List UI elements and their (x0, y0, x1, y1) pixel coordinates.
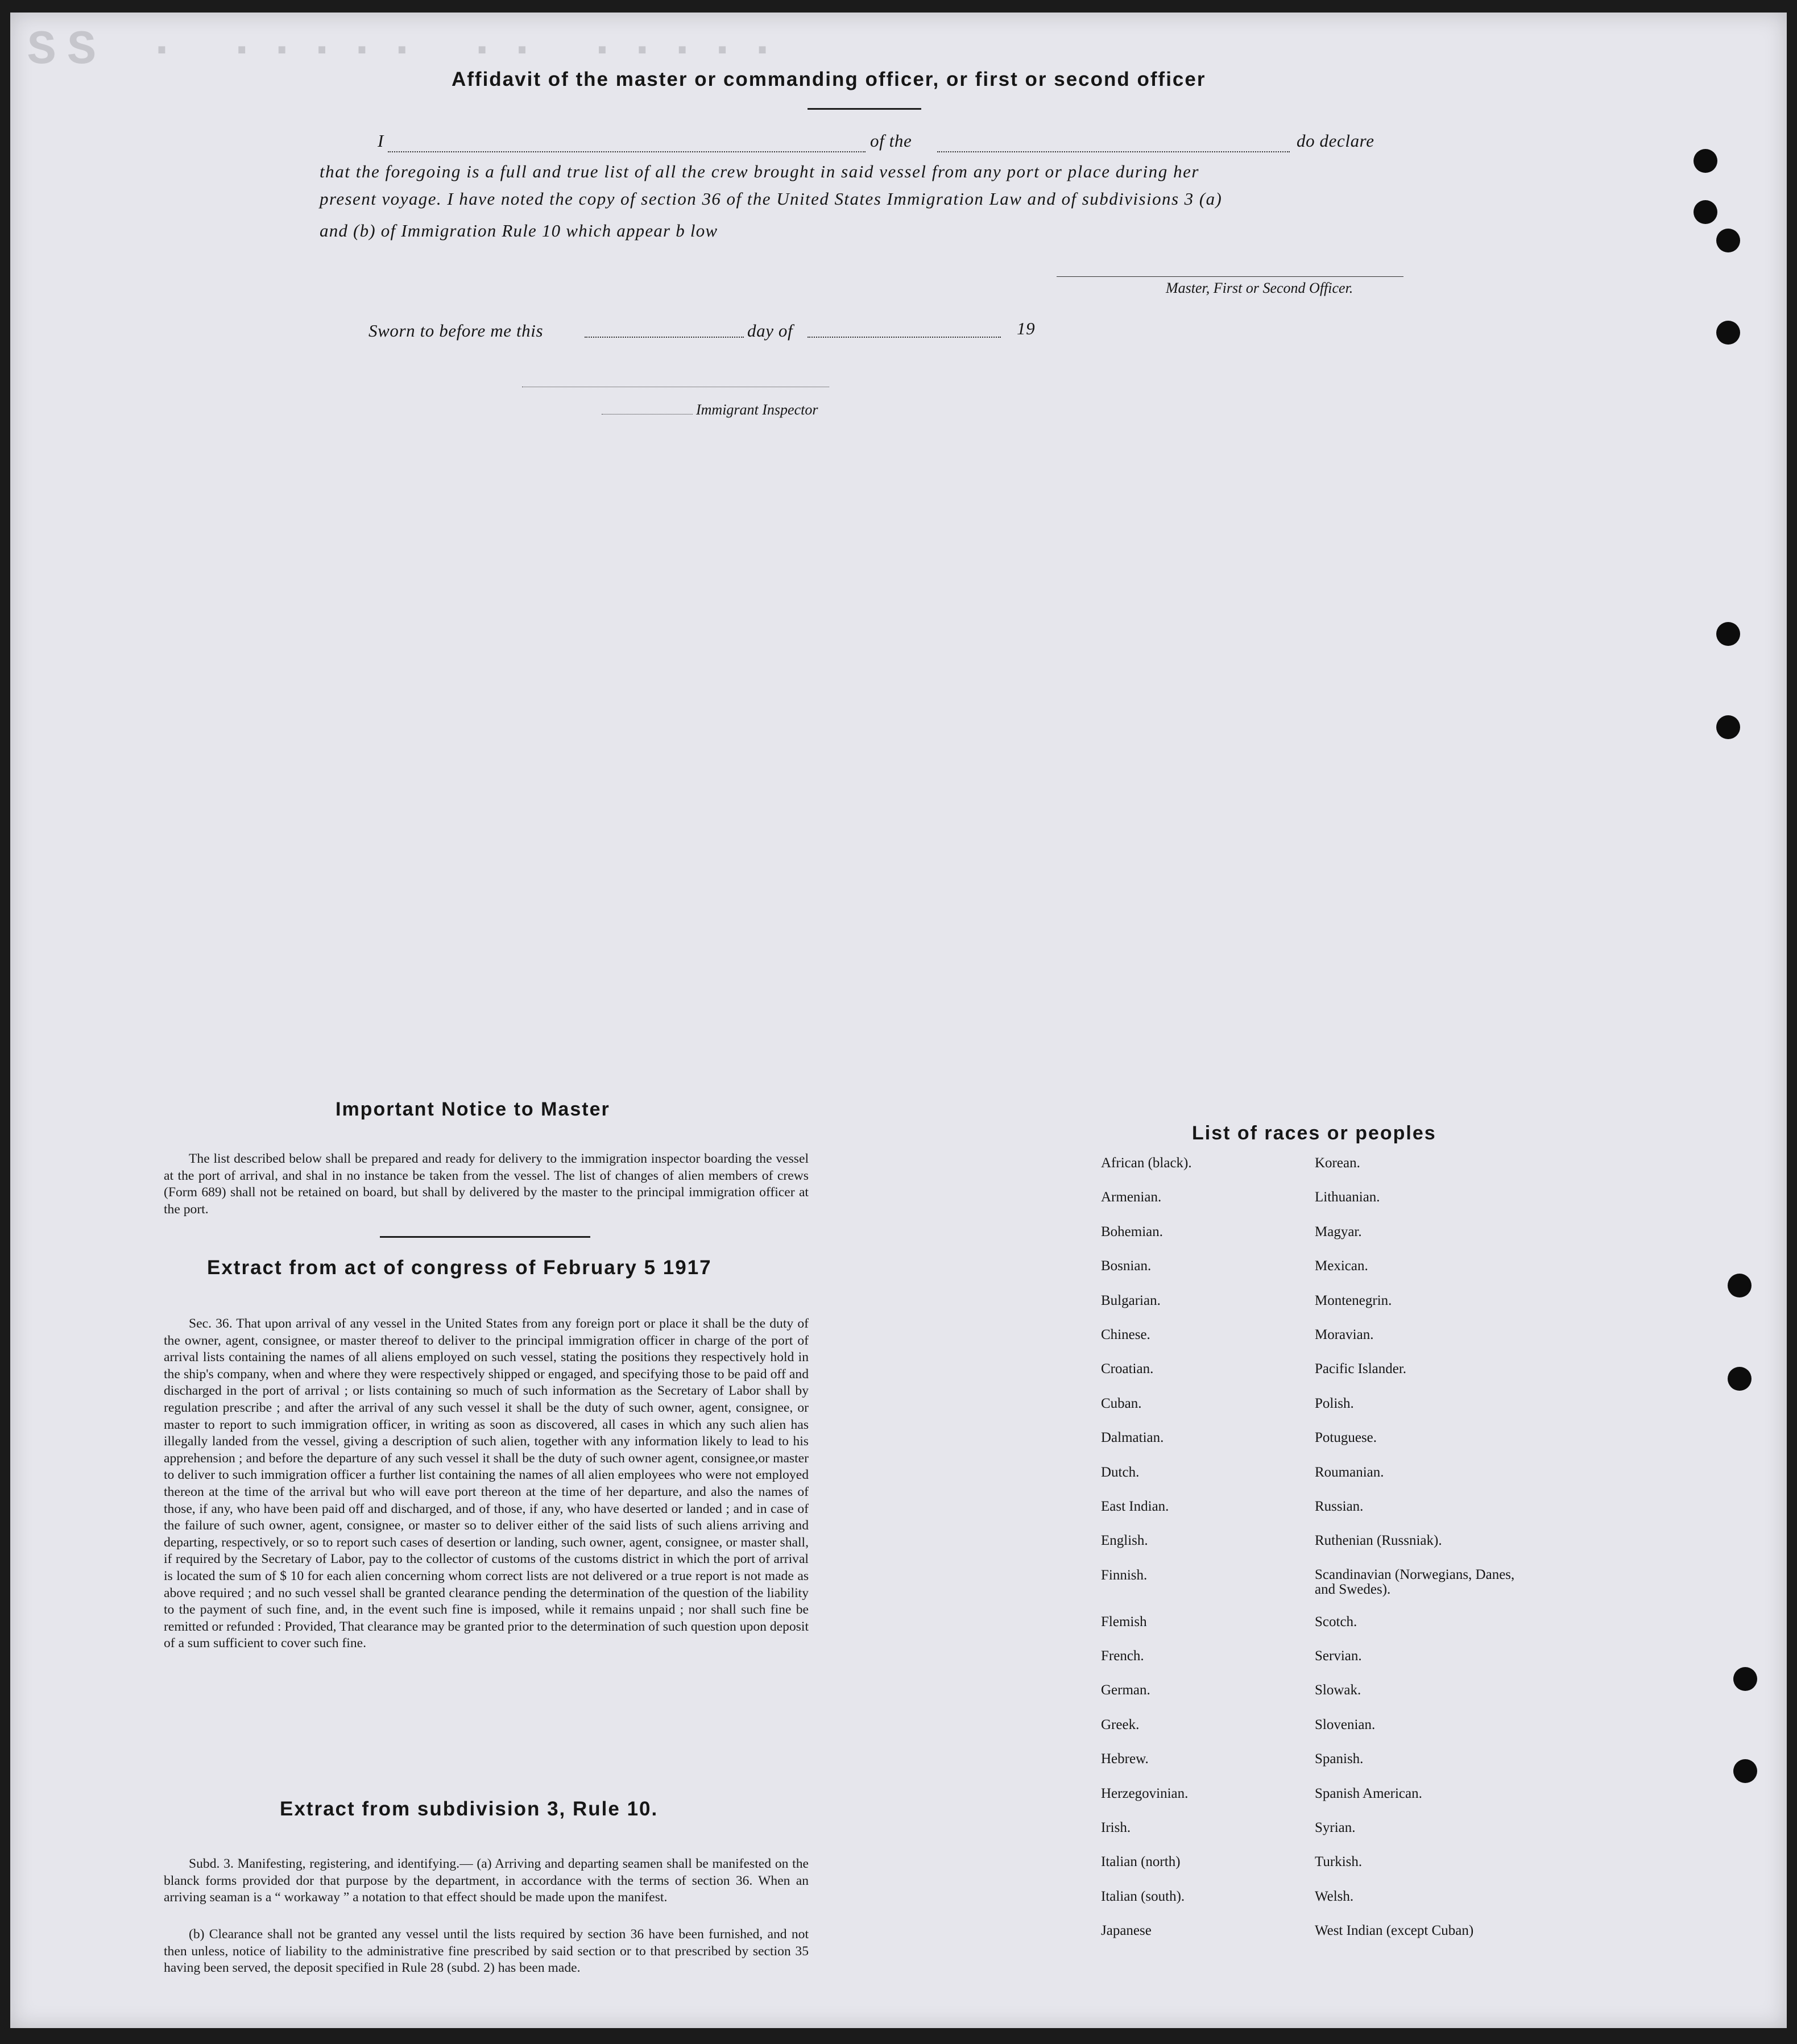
race-item: Italian (south). (1101, 1888, 1185, 1904)
race-item: Polish. (1315, 1395, 1354, 1411)
race-row (1101, 1786, 1533, 1820)
punch-hole (1728, 1274, 1752, 1297)
race-item: Syrian. (1315, 1820, 1356, 1836)
race-item: Spanish. (1315, 1751, 1364, 1767)
race-item: African (black). (1101, 1155, 1192, 1171)
punch-hole (1733, 1759, 1757, 1783)
race-row (1101, 1224, 1533, 1258)
punch-hole (1716, 622, 1740, 646)
race-row (1101, 1889, 1533, 1923)
race-item: Scotch. (1315, 1614, 1357, 1630)
race-item: Slovenian. (1315, 1717, 1376, 1732)
race-row (1101, 1923, 1533, 1957)
vessel-name-line (937, 151, 1290, 152)
race-item: Spanish American. (1315, 1785, 1422, 1801)
affidavit-title: Affidavit of the master or commanding officer, or first or second officer (452, 68, 1206, 90)
race-item: Bohemian. (1101, 1224, 1164, 1239)
punch-hole (1728, 1367, 1752, 1391)
race-row (1101, 1648, 1533, 1682)
race-row (1101, 1327, 1533, 1361)
inspector-label: Immigrant Inspector (696, 401, 818, 418)
notice-rule (380, 1236, 590, 1238)
affidavit-statement-line-3: and (b) of Immigration Rule 10 which appear b low (320, 221, 718, 241)
rule-para-b: (b) Clearance shall not be granted any vessel until the lists required by section 36 have been furnished, and not then unless, notice of liability to the administrative fine prescribed by said section or to that prescribed by section 35 having been served, the deposit specified in Rule 28 (subd. 2) has been made. (164, 1927, 809, 1975)
races-title: List of races or peoples (1192, 1122, 1436, 1144)
signature-line (1057, 276, 1403, 277)
race-item: Lithuanian. (1315, 1189, 1380, 1205)
race-item: Turkish. (1315, 1854, 1363, 1870)
race-item: Dalmatian. (1101, 1430, 1164, 1446)
race-item: Russian. (1315, 1498, 1364, 1514)
punch-hole (1733, 1667, 1757, 1691)
race-item: Montenegrin. (1315, 1292, 1392, 1308)
race-row (1101, 1820, 1533, 1854)
race-item: Ruthenian (Russniak). (1315, 1533, 1442, 1549)
race-item: Slowak. (1315, 1682, 1361, 1698)
sworn-year-label: 19 (1017, 318, 1036, 338)
race-row (1101, 1430, 1533, 1464)
punch-hole (1716, 715, 1740, 739)
affidavit-statement-line-2: present voyage. I have noted the copy of section 36 of the United States Immigration Law and of subdivisions 3 (a) (320, 189, 1223, 209)
race-item: Hebrew. (1101, 1751, 1149, 1767)
race-item: Armenian. (1101, 1189, 1162, 1205)
race-row (1101, 1361, 1533, 1395)
race-item: Bulgarian. (1101, 1292, 1161, 1308)
race-item: Greek. (1101, 1717, 1140, 1732)
race-item: Pacific Islander. (1315, 1361, 1407, 1377)
sworn-day-of-label: day of (747, 321, 793, 341)
punch-hole (1716, 229, 1740, 252)
race-item: English. (1101, 1533, 1148, 1549)
notice-title: Important Notice to Master (336, 1098, 610, 1120)
punch-hole (1694, 200, 1717, 224)
race-item: Croatian. (1101, 1361, 1154, 1377)
affidavit-statement-line-1: that the foregoing is a full and true list of all the crew brought in said vessel from any port or place during her (320, 161, 1200, 181)
race-item: East Indian. (1101, 1498, 1169, 1514)
races-list (1101, 1155, 1533, 1958)
affidavit-i-label: I (378, 131, 384, 151)
race-row (1101, 1568, 1533, 1614)
race-row (1101, 1465, 1533, 1499)
race-row (1101, 1854, 1533, 1888)
race-item: Servian. (1315, 1648, 1362, 1664)
affidavit-of-the-label: of the (870, 131, 912, 151)
race-item: Moravian. (1315, 1326, 1374, 1342)
race-item: West Indian (except Cuban) (1315, 1923, 1474, 1939)
race-item: Bosnian. (1101, 1258, 1152, 1274)
race-item: German. (1101, 1682, 1150, 1698)
race-row (1101, 1533, 1533, 1567)
race-row (1101, 1155, 1533, 1189)
race-item: Japanese (1101, 1923, 1152, 1939)
sworn-day-line (585, 337, 744, 338)
race-item: Roumanian. (1315, 1464, 1384, 1480)
race-row (1101, 1614, 1533, 1648)
race-item: Chinese. (1101, 1326, 1150, 1342)
rule-title: Extract from subdivision 3, Rule 10. (280, 1798, 659, 1820)
act-body: Sec. 36. That upon arrival of any vessel in the United States from any foreign port or place it shall be the duty of the owner, agent, consignee, or master thereof to deliver to the principal immigration officer in charge of the port of arrival lists containing the names of all aliens employed on such vessel, stating the positions they respectively hold in the ship's company, when and where they were respectively shipped or engaged, and specifying those to be paid off and discharged in the port of arrival ; or lists containing so much of such information as the Secretary of Labor shall by regulation prescribe ; and after the arrival of any such vessel it shall be the duty of such owner, agent, consignee, or master to report to such immigration officer, in writing as soon as discovered, all cases in which any such alien has illegally landed from the vessel, giving a description of such alien, together with any information likely to lead to his apprehension ; and before the departure of any such vessel it shall be the duty of such owner agent, consignee,or master to deliver to such immigration officer a further list containing the names of all alien employees who were not employed thereon at the time of the arrival but who will eave port thereon at the time of her departure, and also the names of those, if any, who have been paid off and discharged, and of those, if any, who have deserted or landed ; and in case of the failure of such owner, agent, consignee, or master so to deliver either of the said lists of such aliens arriving and departing, respectively, or so to report such cases of desertion or landing, such owner, agent, consignee, or master shall, if required by the Secretary of Labor, pay to the collector of customs of the customs district in which the port of arrival is located the sum of $ 10 for each alien concerning whom correct lists are not delivered or a true report is not made as above required ; and no such vessel shall be granted clearance pending the determination of the question of the liability to the payment of such fine, and, in the event such fine is imposed, while it remains unpaid ; nor shall such fine be remitted or refunded : Provided, That clearance may be granted prior to the determination of such question upon deposit of a sum sufficient to cover such fine. (164, 1316, 809, 1651)
race-item: Welsh. (1315, 1888, 1354, 1904)
race-item: Magyar. (1315, 1224, 1362, 1239)
affidavit-declare-label: do declare (1297, 131, 1374, 151)
race-item: Dutch. (1101, 1464, 1140, 1480)
bleed-through-header: SS · ····· ·· ····· (27, 24, 788, 78)
race-item: Herzegovinian. (1101, 1785, 1189, 1801)
race-item: Potuguese. (1315, 1430, 1377, 1446)
race-item: Finnish. (1101, 1567, 1148, 1583)
act-title: Extract from act of congress of February 5 1917 (207, 1257, 712, 1279)
signature-label: Master, First or Second Officer. (1166, 280, 1353, 296)
race-item: Cuban. (1101, 1395, 1142, 1411)
race-row (1101, 1682, 1533, 1717)
punch-hole (1694, 149, 1717, 173)
race-item: French. (1101, 1648, 1144, 1664)
race-row (1101, 1258, 1533, 1292)
rule-para-a: Subd. 3. Manifesting, registering, and identifying.— (a) Arriving and departing seamen shall be manifested on the blanck forms provided dor that purpose by the department, in accordance with the terms of section 36. When an arriving seaman is a “ workaway ” a notation to that effect should be made upon the manifest. (164, 1856, 809, 1905)
race-row (1101, 1396, 1533, 1430)
race-item: Mexican. (1315, 1258, 1368, 1274)
race-row (1101, 1499, 1533, 1533)
race-item: Flemish (1101, 1614, 1147, 1630)
punch-hole (1716, 321, 1740, 345)
document-page (10, 13, 1787, 2028)
race-row (1101, 1751, 1533, 1785)
race-item: Italian (north) (1101, 1854, 1181, 1870)
race-item: Irish. (1101, 1820, 1131, 1836)
race-item: Korean. (1315, 1155, 1360, 1171)
race-item: Scandinavian (Norwegians, Danes, and Swedes). (1315, 1566, 1515, 1597)
race-row (1101, 1717, 1533, 1751)
affidavit-title-rule (808, 108, 921, 110)
race-row (1101, 1293, 1533, 1327)
race-row (1101, 1189, 1533, 1224)
notice-body: The list described below shall be prepared and ready for delivery to the immigration inspector boarding the vessel at the port of arrival, and shal in no instance be taken from the vessel. The list of changes of alien members of crews (Form 689) shall not be retained on board, but shall by delivered by the master to the principal immigration officer at the port. (164, 1151, 809, 1217)
sworn-prefix: Sworn to before me this (368, 321, 544, 341)
sworn-month-line (808, 337, 1001, 338)
master-name-line (388, 151, 866, 152)
